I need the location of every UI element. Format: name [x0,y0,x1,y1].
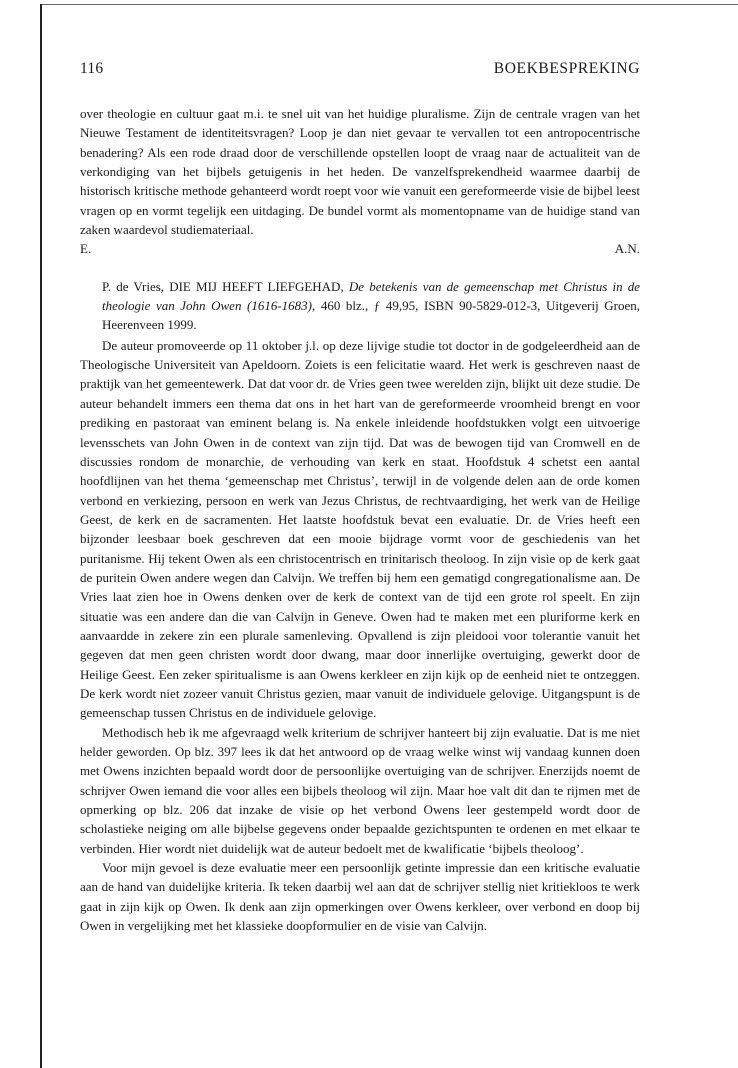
review2-paragraph-1: De auteur promoveerde op 11 oktober j.l. op deze lijvige studie tot doctor in de godgeleerdheid aan de Theologische Universiteit van Apeldoorn. Zoiets is een felicitatie waard. Het werk is geschreven naast de praktijk van het gemeentewerk. Dat dat voor dr. de Vries geen twee werelden zijn, blijkt uit deze studie. De auteur behandelt immers een thema dat ons in het hart van de gereformeerde vroomheid brengt en voor prediking en pastoraat van eminent belang is. Na enkele inleidende hoofdstukken volgt een uitvoerige levensschets van John Owen in de context van zijn tijd. Dat was de bewogen tijd van Cromwell en de discussies rondom de monarchie, de verhouding van kerk en staat. Hoofdstuk 4 schetst een aantal hoofdlijnen van het thema ‘gemeenschap met Christus’, terwijl in de volgende delen aan de orde komen verbond en verkiezing, persoon en werk van Jezus Christus, de rechtvaardiging, het werk van de Heilige Geest, de kerk en de sacramenten. Het laatste hoofdstuk bevat een evaluatie. Dr. de Vries heeft een bijzonder leesbaar boek geschreven dat een mooie bijdrage vormt voor de geschiedenis van het puritanisme. Hij tekent Owen als een christocentrisch en trinitarisch theoloog. In zijn visie op de kerk gaat de puritein Owen andere wegen dan Calvijn. We treffen bij hem een gematigd congregationalisme aan. De Vries laat zien hoe in Owens denken over de kerk de context van de tijd een grote rol speelt. En zijn situatie was een andere dan die van Calvijn in Geneve. Owen had te maken met een pluriforme kerk en aanvaardde in zekere zin een plurale samenleving. Opvallend is zijn pleidooi voor tolerantie vanuit het gegeven dat men geen christen wordt door dwang, maar door innerlijke overtuiging, gewerkt door de Heilige Geest. Een zeker spiritualisme is aan Owens kerkleer en zijn kijk op de eenheid niet te ontzeggen. De kerk wordt niet zozeer vanuit Christus gezien, maar vanuit de individuele gelovige. Uitgangspunt is de gemeenschap tussen Christus en de individuele gelovige. [80,337,640,721]
page [80,60,640,935]
scan-edge-top [40,4,738,5]
signature-right: A.N. [614,241,640,257]
biblio-details: , 460 blz., ƒ 49,95, ISBN 90-5829-012-3, Uitgeverij Groen, Heerenveen 1999. [102,298,640,333]
review1-paragraph: over theologie en cultuur gaat m.i. te snel uit van het huidige pluralisme. Zijn de centrale vragen van het Nieuwe Testament de identiteitsvragen? Loop je dan niet gevaar te vervallen tot een antropocentrische benadering? Als een rode draad door de verschillende opstellen loopt de vraag naar de actualiteit van de verkondiging van het bijbels getuigenis in het heden. De vanzelfsprekendheid waarmee daarbij de historisch kritische methode gehanteerd wordt roept voor wie vanuit een gereformeerde visie de bijbel leest vragen op en vormt tegelijk een uitdaging. De bundel vormt als momentopname van de huidige stand van zaken waardevol studiemateriaal. [80,106,640,238]
biblio-author-title: P. de Vries, DIE MIJ HEEFT LIEFGEHAD, [102,278,344,294]
review1-signature [80,239,640,258]
bibliographic-entry [102,277,640,335]
biblio-subtitle: De betekenis van de gemeenschap met Christus in de theologie van John Owen (1616-1683) [102,278,641,314]
page-header [80,60,640,78]
signature-left: E. [80,241,92,257]
review2-paragraph-2: Methodisch heb ik me afgevraagd welk kriterium de schrijver hanteert bij zijn evaluatie. Dat is me niet helder geworden. Op blz. 397 lees ik dat het antwoord op de vraag welke winst wij vandaag kunnen doen met Owens inzichten bepaald wordt door de persoonlijke overtuiging van de schrijver. Enerzijds noemt de schrijver Owen iemand die voor alles een bijbels theoloog wil zijn. Maar hoe valt dit dan te rijmen met de opmerking op blz. 206 dat inzake de visie op het verbond Owens leer gestempeld wordt door de scholastieke neiging om alle bijbelse gegevens onder bepaalde gezichtspunten te ordenen en met elkaar te verbinden. Hier wordt niet duidelijk wat de auteur bedoelt met de kwalificatie ‘bijbels theoloog’. [80,724,640,856]
page-number: 116 [80,60,104,77]
review2-paragraph-3: Voor mijn gevoel is deze evaluatie meer een persoonlijk getinte impressie dan een kritische evaluatie aan de hand van duidelijke kriteria. Ik teken daarbij wel aan dat de schrijver stellig niet kritiekloos te werk gaat in zijn kijk op Owen. Ik denk aan zijn opmerkingen over Owens kerkleer, over verbond en doop bij Owen in vergelijking met het klassieke doopformulier en de visie van Calvijn. [80,860,640,934]
running-title: BOEKBESPREKING [493,60,640,77]
scan-edge-left [40,4,42,1068]
